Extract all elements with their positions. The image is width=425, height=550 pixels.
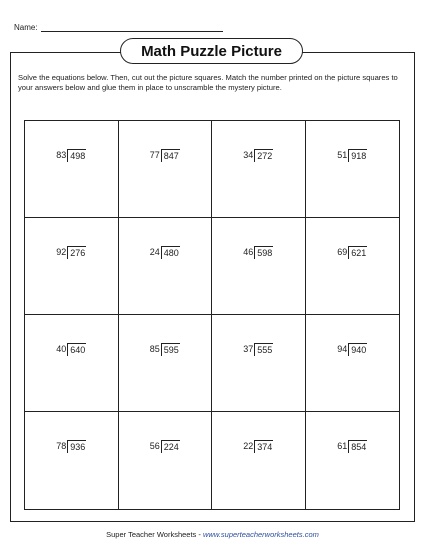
dividend: 598 [254,246,273,259]
division-problem [306,246,400,259]
puzzle-cell [25,412,119,509]
puzzle-cell [25,315,119,412]
puzzle-cell [306,315,400,412]
puzzle-cell [306,121,400,218]
puzzle-cell [119,315,213,412]
dividend: 374 [254,440,273,453]
dividend: 272 [254,149,273,162]
puzzle-cell [212,218,306,315]
divisor: 61 [337,441,348,451]
division-problem [119,343,212,356]
division-problem [25,246,118,259]
divisor: 83 [56,150,67,160]
puzzle-cell [25,218,119,315]
division-problem [306,440,400,453]
division-problem [212,246,305,259]
divisor: 34 [243,150,254,160]
dividend: 276 [67,246,86,259]
division-problem [25,149,118,162]
name-field-row [14,22,223,32]
answer-grid [24,120,400,510]
dividend: 621 [348,246,367,259]
division-problem [119,246,212,259]
dividend: 847 [161,149,180,162]
footer-separator: - [196,530,203,539]
page-title [120,38,303,64]
division-problem [306,343,400,356]
name-label: Name: [14,23,38,32]
dividend: 918 [348,149,367,162]
divisor: 56 [149,441,160,451]
division-problem [306,149,400,162]
division-problem [119,440,212,453]
dividend: 936 [67,440,86,453]
puzzle-cell [119,218,213,315]
puzzle-cell [119,412,213,509]
puzzle-cell [306,412,400,509]
dividend: 640 [67,343,86,356]
division-problem [25,343,118,356]
dividend: 480 [161,246,180,259]
puzzle-cell [306,218,400,315]
divisor: 85 [149,344,160,354]
puzzle-cell [212,121,306,218]
divisor: 77 [149,150,160,160]
divisor: 94 [337,344,348,354]
puzzle-cell [119,121,213,218]
division-problem [212,343,305,356]
page-title-text: Math Puzzle Picture [141,42,282,60]
division-problem [119,149,212,162]
puzzle-cell [212,412,306,509]
division-problem [25,440,118,453]
instructions: Solve the equations below. Then, cut out the picture squares. Match the number printed on the picture squares to your answers below and glue them in place to unscramble the mystery picture. [18,73,398,92]
divisor: 69 [337,247,348,257]
dividend: 498 [67,149,86,162]
puzzle-cell [212,315,306,412]
divisor: 24 [149,247,160,257]
dividend: 555 [254,343,273,356]
divisor: 37 [243,344,254,354]
divisor: 22 [243,441,254,451]
dividend: 595 [161,343,180,356]
dividend: 940 [348,343,367,356]
divisor: 92 [56,247,67,257]
divisor: 46 [243,247,254,257]
division-problem [212,440,305,453]
footer-url[interactable]: www.superteacherworksheets.com [202,530,319,539]
divisor: 51 [337,150,348,160]
footer-brand: Super Teacher Worksheets [106,530,197,539]
divisor: 78 [56,441,67,451]
name-line[interactable] [41,22,223,32]
puzzle-cell [25,121,119,218]
dividend: 854 [348,440,367,453]
dividend: 224 [161,440,180,453]
division-problem [212,149,305,162]
divisor: 40 [56,344,67,354]
footer [0,530,425,539]
